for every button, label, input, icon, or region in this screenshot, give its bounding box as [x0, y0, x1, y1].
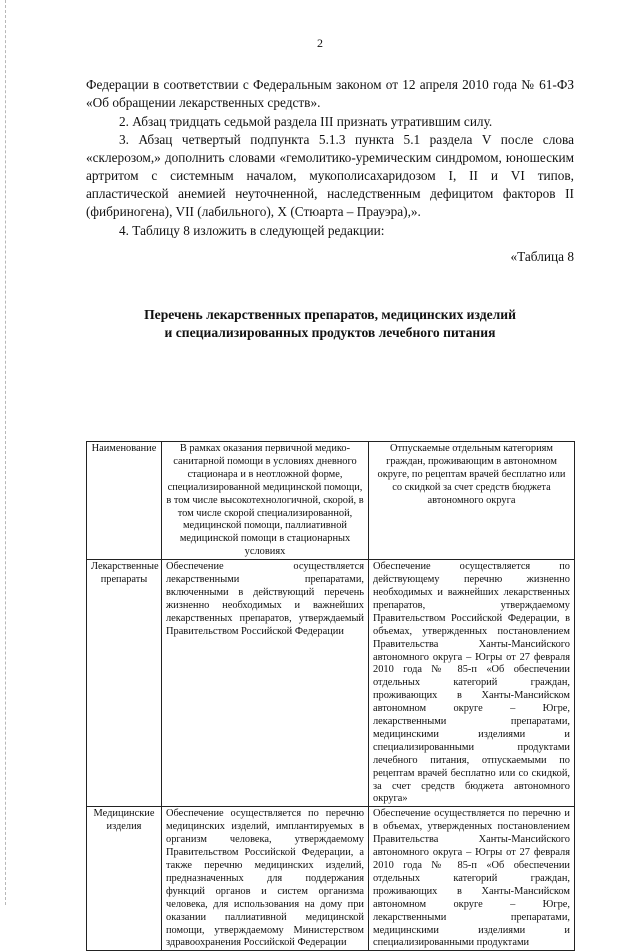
table-title [86, 306, 574, 342]
paragraph-2: 2. Абзац тридцать седьмой раздела III признать утратившим силу. [119, 114, 493, 129]
drugs-table [86, 441, 575, 951]
table-title-line-1: Перечень лекарственных препаратов, медицинских изделий [144, 307, 516, 322]
row-name: Лекарственные препараты [87, 560, 162, 807]
header-hospital: В рамках оказания первичной медико-санитарной помощи в условиях дневного стационара и в неотложной форме, специализированной медицинской помощи, в том числе высокотехнологичной, скорой, в том числе скорой специализированной, медицинской помощи, паллиативной медицинской помощи в стационарных условиях [162, 442, 369, 560]
table-title-line-2: и специализированных продуктов лечебного питания [164, 325, 496, 340]
row-name: Медицинские изделия [87, 807, 162, 951]
row-outpatient-text: Обеспечение осуществляется по действующему перечню жизненно необходимых и важнейших лекарственных препаратов, утверждаемому Правительством Российской Федерации, в объемах, утвержденных постановлением Правительства Ханты-Мансийского автономного округа – Югры от 27 февраля 2010 года № 85-п «Об обеспечении отдельных категорий граждан, проживающих в Ханты-Мансийском автономном округе – Югре, лекарственными препаратами, медицинскими изделиями и специализированными продуктами лечебного питания, отпускаемыми по рецептам врачей бесплатно или со скидкой, за счет средств бюджета автономного округа» [369, 560, 575, 807]
paragraph-1: Федерации в соответствии с Федеральным законом от 12 апреля 2010 года № 61-ФЗ «Об обращении лекарственных средств». [86, 77, 574, 110]
header-outpatient: Отпускаемые отдельным категориям граждан, проживающим в автономном округе, по рецептам врачей бесплатно или со скидкой за счет средств бюджета автономного округа [369, 442, 575, 560]
page-number: 2 [317, 36, 323, 50]
paragraph-3: 3. Абзац четвертый подпункта 5.1.3 пункта 5.1 раздела V после слова «склерозом,» дополнить словами «гемолитико-уремическим синдромом, юношеским артритом с системным началом, мукополисахаридозом I, II и VI типов, апластической анемией неуточненной, наследственным дефицитом факторов II (фибриногена), VII (лабильного), X (Стюарта – Прауэра),». [86, 132, 574, 219]
table-row [87, 560, 575, 807]
row-hospital-text: Обеспечение осуществляется по перечню медицинских изделий, имплантируемых в организм человека, утверждаемому Правительством Российской Федерации, а также перечню медицинских изделий, предназначенных для поддержания функций органов и систем организма человека, для использования на дому при оказании паллиативной медицинской помощи, утверждаемому Министерством здравоохранения Российской Федерации [162, 807, 369, 951]
table-header-row [87, 442, 575, 560]
scan-edge [0, 0, 6, 905]
row-outpatient-text: Обеспечение осуществляется по перечню и в объемах, утвержденных постановлением Правительства Ханты-Мансийского автономного округа – Югры от 27 февраля 2010 года № 85-п «Об обеспечении отдельных категорий граждан, проживающих в Ханты-Мансийском автономном округе – Югре, лекарственными препаратами, медицинскими изделиями и специализированными продуктами [369, 807, 575, 951]
paragraph-4: 4. Таблицу 8 изложить в следующей редакции: [119, 223, 385, 238]
table-caption: «Таблица 8 [510, 249, 574, 264]
table-row [87, 807, 575, 951]
row-hospital-text: Обеспечение осуществляется лекарственными препаратами, включенными в действующий перечень жизненно необходимых и важнейших лекарственных препаратов, утверждаемый Правительством Российской Федерации [162, 560, 369, 807]
header-name: Наименование [87, 442, 162, 560]
